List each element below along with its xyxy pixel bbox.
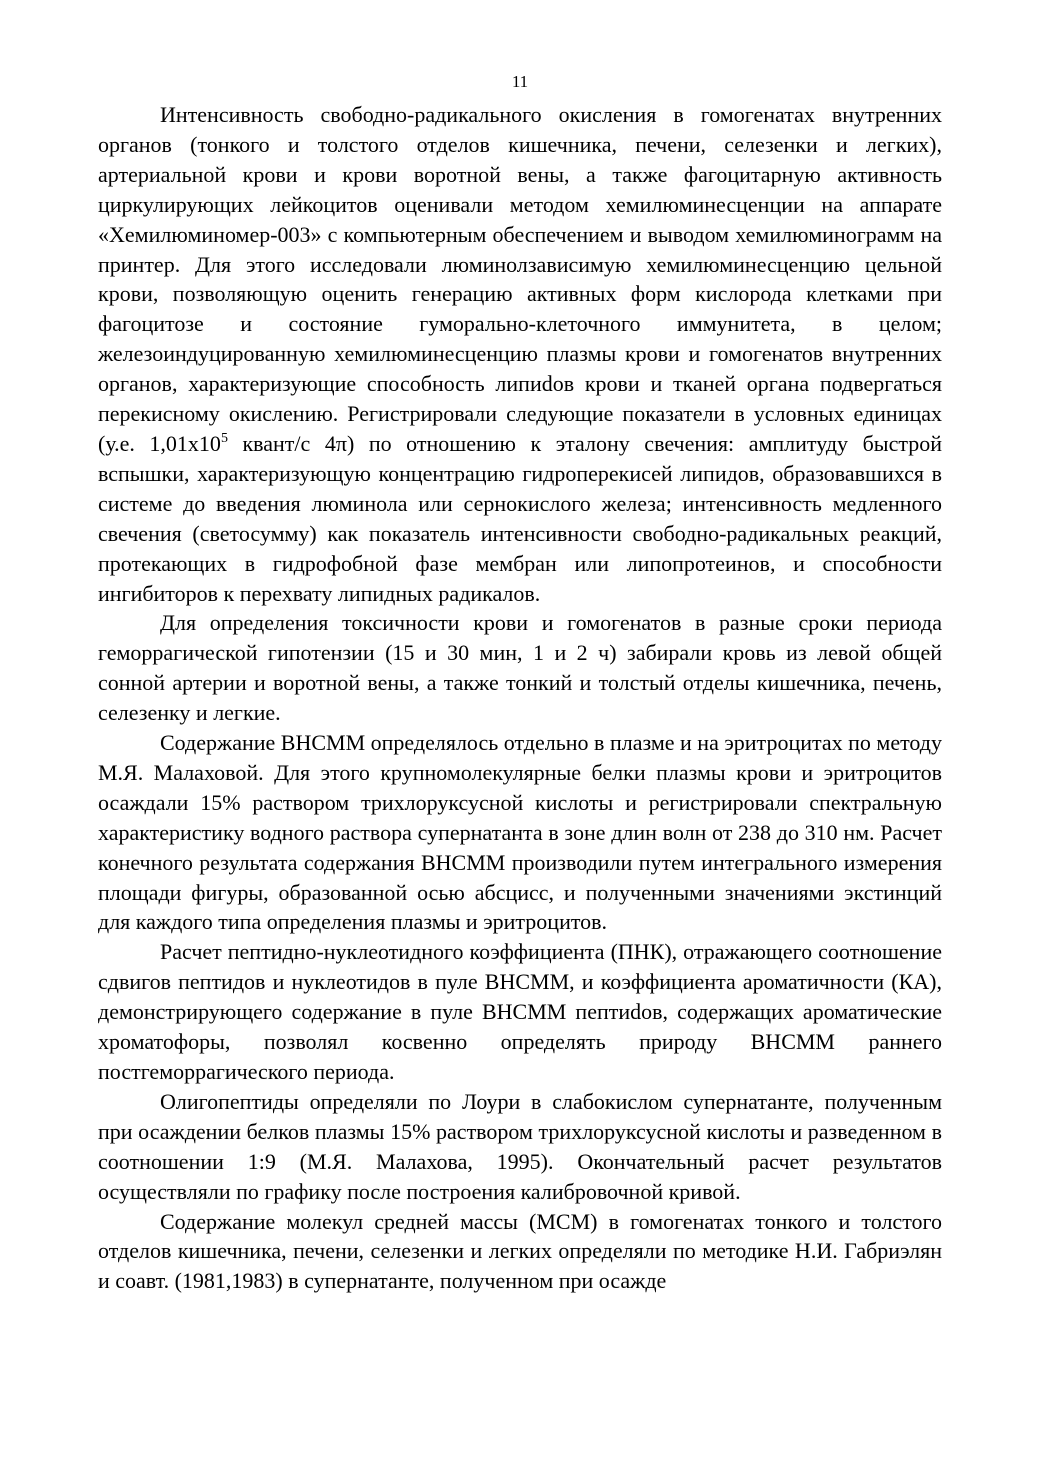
paragraph-vnsmm-content: Содержание ВНСММ определялось отдельно в плазме и на эритроцитах по методу М.Я. Малаховой. Для этого крупномолекулярные белки плазмы крови и эритроцитов осаждали 15% раствором трихлоруксусной кислоты и регистрировали спектральную характеристику водного раствора супернатанта в зоне длин волн от 238 до 310 нм. Расчет конечного результата содержания ВНСММ производили путем интегрального измерения площади фигуры, образованной осью абсцисс, и полученными значениями экстинций для каждого типа определения плазмы и эритроцитов. bbox=[98, 730, 942, 935]
paragraph-msm-content: Содержание молекул средней массы (МСМ) в гомогенатах тонкого и толстого отделов кишечника, печени, селезенки и легких определяли по методике Н.И. Габриэлян и соавт. (1981,1983) в супернатанте, полученном при осажде bbox=[98, 1208, 942, 1294]
paragraph-text: квант/с 4π) по отношению к эталону свечения: амплитуду быстрой вспышки, характеризующую концентрацию гидроперекисей липидов, образовавшихся в системе до введения люминола или сернокислого железа; интенсивность медленного свечения (светосумму) как показатель интенсивности свободно-радикальных реакций, протекающих в гидрофобной фазе мембран или липопротеинов, и способности ингибиторов к перехвату липидных радикалов. bbox=[98, 430, 942, 606]
paragraph-coefficients: Расчет пептидно-нуклеотидного коэффициента (ПНК), отражающего соотношение сдвигов пептидов и нуклеотидов в пуле ВНСММ, и коэффициента ароматичности (КА), демонстрирующего содержание в пуле ВНСММ пептиdов, содержащих ароматические хроматофоры, позволял косвенно определять природу ВНСММ раннего постгеморрагического периода. bbox=[98, 939, 942, 1084]
document-body bbox=[98, 100, 942, 1296]
page-number: 11 bbox=[511, 72, 529, 91]
exponent: 5 bbox=[220, 430, 228, 446]
paragraph-oligopeptides: Олигопептиды определяли по Лоури в слабокислом супернатанте, полученным при осаждении белков плазмы 15% раствором трихлоруксусной кислоты и разведенном в соотношении 1:9 (М.Я. Малахова, 1995). Окончательный расчет результатов осуществляли по графику после построения калибровочной кривой. bbox=[98, 1088, 942, 1204]
paragraph-toxicity: Для определения токсичности крови и гомогенатов в разные сроки периода геморрагической гипотензии (15 и 30 мин, 1 и 2 ч) забирали кровь из левой общей сонной артерии и воротной вены, а также тонкий и толстый отделы кишечника, печень, селезенку и легкие. bbox=[98, 610, 942, 726]
paragraph-text: Интенсивность свободно-радикального окисления в гомогенатах внутренних органов (тонкого и толстого отделов кишечника, печени, селезенки и легких), артериальной крови и крови воротной вены, а также фагоцитарную активность циркулирующих лейкоцитов оценивали методом хемилюминесценции на аппарате «Хемилюминомер-003» с компьютерным обеспечением и выводом хемилюминограмм на принтер. Для этого исследовали люминолзависимую хемилюминесценцию цельной крови, позволяющую оценить генерацию активных форм кислорода клетками при фагоцитозе и состояние гуморально-клеточного иммунитета, в целом; железоиндуцированную хемилюминесценцию плазмы крови и гомогенатов внутренних органов, характеризующие способность липиdов крови и тканей органа подвергаться перекисному окислению. Регистрировали следующие показатели в условных единицах (у.е. 1,01х10 bbox=[98, 102, 942, 456]
paragraph-chemiluminescence bbox=[98, 100, 942, 608]
